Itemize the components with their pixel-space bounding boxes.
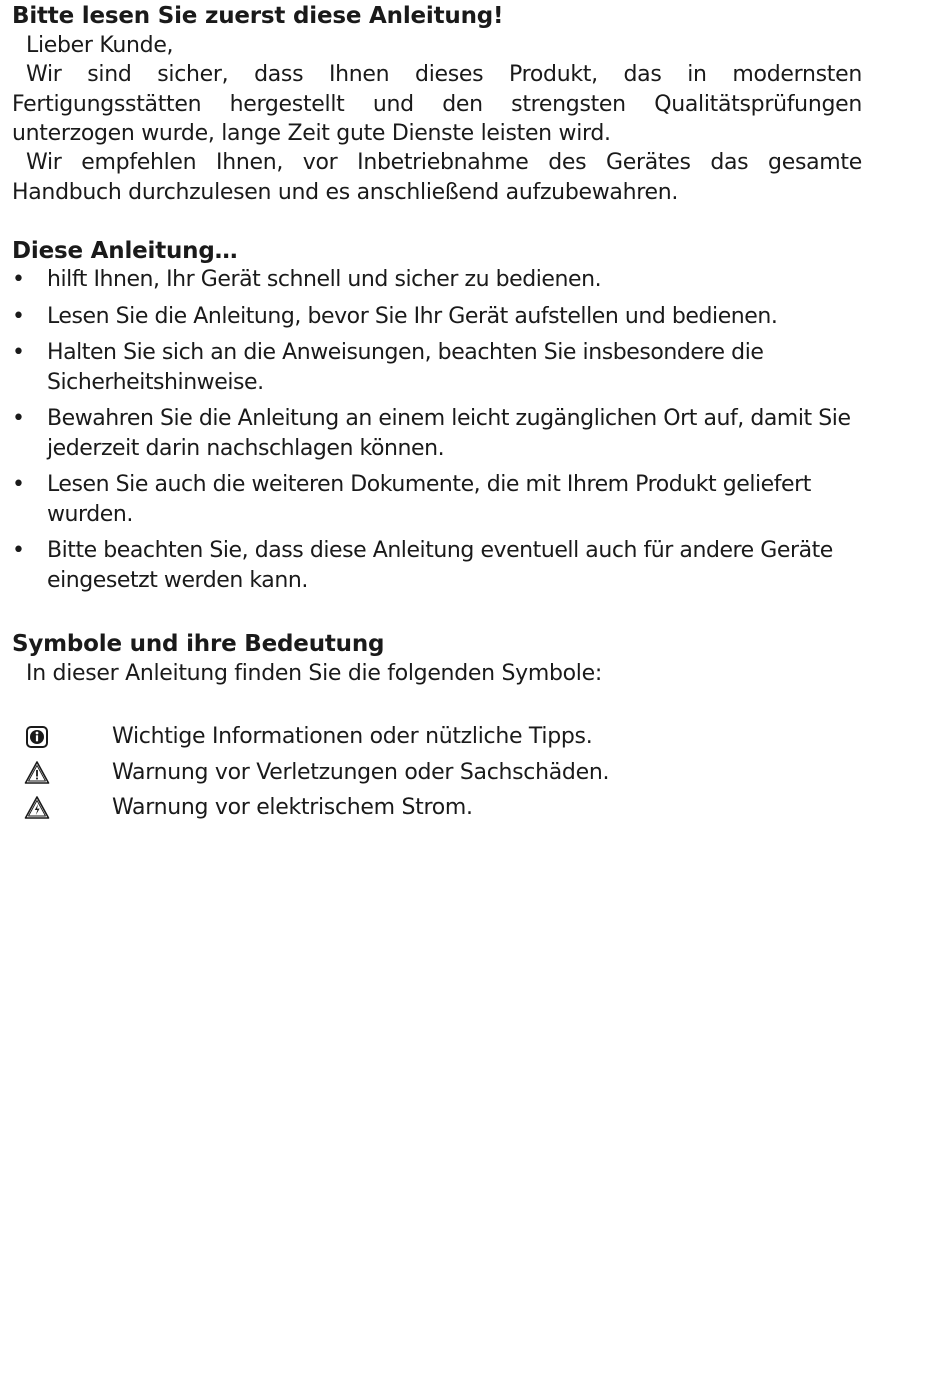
bullet-dot: •: [12, 538, 25, 563]
bullet-item: [12, 302, 872, 332]
anleitung-heading: Diese Anleitung…: [12, 238, 238, 264]
bullet-dot: •: [12, 406, 25, 431]
symbol-row-warning: [24, 758, 824, 788]
bullet-text: Halten Sie sich an die Anweisungen, beachten Sie insbesondere die Sicherheitshinweise.: [47, 340, 764, 395]
symbole-heading: Symbole und ihre Bedeutung: [12, 631, 385, 657]
intro-heading: Bitte lesen Sie zuerst diese Anleitung!: [12, 3, 504, 29]
bullet-item: [12, 338, 872, 397]
greeting: Lieber Kunde,: [26, 33, 174, 58]
electric-warning-icon: [24, 795, 50, 821]
bullet-item: [12, 265, 872, 295]
bullet-item: [12, 536, 872, 595]
info-icon: [24, 724, 50, 750]
warning-triangle-icon: [24, 760, 50, 786]
intro-paragraph-2: Wir empfehlen Ihnen, vor Inbetriebnahme des Gerätes das gesamte Handbuch durchzulesen und es anschließend aufzubewahren.: [12, 150, 862, 205]
symbol-text: Warnung vor elektrischem Strom.: [112, 795, 473, 820]
symbole-intro: In dieser Anleitung finden Sie die folgenden Symbole:: [26, 661, 602, 686]
bullet-text: Lesen Sie auch die weiteren Dokumente, die mit Ihrem Produkt geliefert wurden.: [47, 472, 811, 527]
symbol-row-info: [24, 722, 824, 752]
bullet-dot: •: [12, 303, 25, 329]
bullet-text: hilft Ihnen, Ihr Gerät schnell und sicher zu bedienen.: [47, 267, 602, 292]
bullet-dot: •: [12, 267, 25, 292]
bullet-item: [12, 470, 872, 529]
bullet-text: Bewahren Sie die Anleitung an einem leicht zugänglichen Ort auf, damit Sie jederzeit darin nachschlagen können.: [47, 406, 851, 461]
intro-paragraph-1: Wir sind sicher, dass Ihnen dieses Produkt, das in modernsten Fertigungsstätten hergestellt und den strengsten Qualitätsprüfungen unterzogen wurde, lange Zeit gute Dienste leisten wird.: [12, 62, 862, 146]
symbol-row-electric: [24, 793, 824, 823]
symbol-text: Warnung vor Verletzungen oder Sachschäden.: [112, 760, 610, 785]
bullet-text: Lesen Sie die Anleitung, bevor Sie Ihr Gerät aufstellen und bedienen.: [47, 303, 778, 329]
bullet-dot: •: [12, 340, 25, 365]
bullet-item: [12, 404, 872, 463]
anleitung-bullet-list: [12, 265, 872, 602]
bullet-dot: •: [12, 472, 25, 497]
symbol-text: Wichtige Informationen oder nützliche Tipps.: [112, 724, 593, 749]
bullet-text: Bitte beachten Sie, dass diese Anleitung eventuell auch für andere Geräte eingesetzt werden kann.: [47, 538, 833, 593]
